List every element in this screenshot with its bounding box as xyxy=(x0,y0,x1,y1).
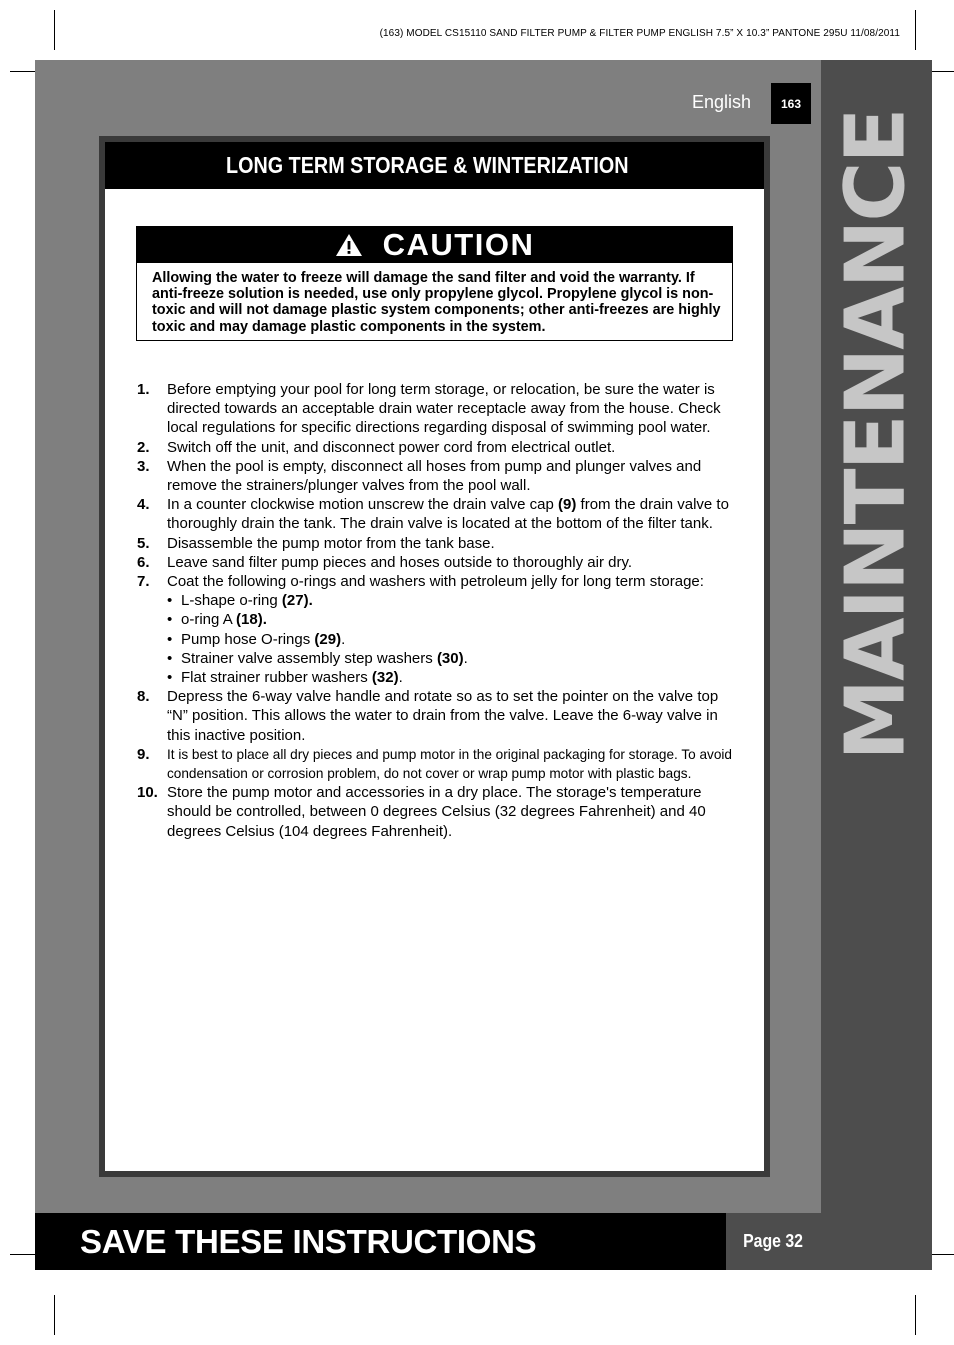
step-number: 5. xyxy=(137,534,150,552)
step-number: 2. xyxy=(137,438,150,456)
sub-list-item: • L-shape o-ring (27). xyxy=(167,592,313,610)
sub-list-item: • Flat strainer rubber washers (32). xyxy=(167,669,403,687)
language-label: English xyxy=(691,92,751,112)
step-text: Store the pump motor and accessories in a dry place. The storage's temperature should be controlled, between 0 degrees Celsius (32 degrees Fahrenheit) and 40 degrees Celsius (104 degrees Fahrenheit). xyxy=(167,784,706,840)
sub-list-item: • o-ring A (18). xyxy=(167,611,267,629)
list-item xyxy=(137,572,737,687)
crop-mark xyxy=(915,10,916,50)
crop-mark xyxy=(54,1295,55,1335)
footer-bar xyxy=(35,1213,726,1270)
part-reference: (29) xyxy=(314,630,342,648)
step-number: 3. xyxy=(137,457,150,475)
crop-mark xyxy=(915,1295,916,1335)
caution-header xyxy=(137,227,732,263)
list-item xyxy=(137,687,737,745)
step-text: Disassemble the pump motor from the tank base. xyxy=(167,534,495,552)
sub-list-item: • Strainer valve assembly step washers (30). xyxy=(167,649,468,667)
list-item xyxy=(137,534,737,553)
part-reference: (32) xyxy=(371,669,399,687)
list-item xyxy=(137,553,737,572)
step-text: Depress the 6-way valve handle and rotate so as to set the pointer on the valve top “N” position. This allows the water to drain from the valve. Leave the 6-way valve in this inactive position. xyxy=(167,688,719,744)
step-text: Leave sand filter pump pieces and hoses outside to thoroughly air dry. xyxy=(167,553,632,571)
step-number: 8. xyxy=(137,688,150,706)
list-item xyxy=(137,783,737,841)
side-title: MAINTENANCE xyxy=(828,109,924,761)
step-text: Coat the following o-rings and washers with petroleum jelly for long term storage: • L-shape o-ring (27). • o-ring A (18). • Pump hose O-rings (29). • Strainer valve assembly step washers (30). • Flat strainer rubber washers (32). xyxy=(167,572,737,687)
list-item xyxy=(137,380,737,438)
warning-triangle-icon xyxy=(335,233,363,257)
caution-text: Allowing the water to freeze will damage the sand filter and void the warranty. If anti-freeze solution is needed, use only propylene glycol. Propylene glycol is non-toxic and will not damage plastic system components; other anti-freezes are highly toxic and may damage plastic components in the system. xyxy=(152,270,721,335)
step-text: It is best to place all dry pieces and pump motor in the original packaging for storage. To avoid condensation or corrosion problem, do not cover or wrap pump motor with plastic bags. xyxy=(167,746,732,782)
caution-box xyxy=(136,226,733,341)
page-number-label: Page 32 xyxy=(743,1231,804,1251)
print-header: (163) MODEL CS15110 SAND FILTER PUMP & FILTER PUMP ENGLISH 7.5” X 10.3” PANTONE 295U 11/08/2011 xyxy=(379,28,900,39)
part-reference: (18). xyxy=(236,611,267,629)
list-item xyxy=(137,495,737,533)
step-number: 6. xyxy=(137,553,150,571)
footer-title: SAVE THESE INSTRUCTIONS xyxy=(80,1222,537,1260)
section-header xyxy=(105,142,764,189)
list-item xyxy=(137,457,737,495)
section-title: LONG TERM STORAGE & WINTERIZATION xyxy=(226,152,629,178)
part-reference: (9) xyxy=(558,496,577,514)
step-text: In a counter clockwise motion unscrew the drain valve cap (9) from the drain valve to thoroughly drain the tank. The drain valve is located at the bottom of the filter tank. xyxy=(167,496,729,533)
part-reference: (27). xyxy=(281,592,313,610)
step-number: 4. xyxy=(137,496,150,514)
part-reference: (30) xyxy=(436,649,464,667)
step-number: 9. xyxy=(137,745,150,763)
content-frame xyxy=(99,136,770,1177)
step-number: 7. xyxy=(137,573,150,591)
page-code-badge: 163 xyxy=(771,83,811,124)
caution-title: CAUTION xyxy=(382,227,535,262)
list-item xyxy=(137,745,737,783)
step-text: Switch off the unit, and disconnect power cord from electrical outlet. xyxy=(167,438,616,456)
step-number: 1. xyxy=(137,381,150,398)
sub-list-item: • Pump hose O-rings (29). xyxy=(167,630,346,648)
step-text: Before emptying your pool for long term storage, or relocation, be sure the water is directed towards an acceptable drain water receptacle away from the house. Check local regulations for specific directions regarding disposal of swimming pool water. xyxy=(167,381,721,437)
page-number xyxy=(726,1213,821,1270)
storage-steps-list xyxy=(137,380,737,841)
crop-mark xyxy=(54,10,55,50)
step-number: 10. xyxy=(137,784,158,802)
list-item xyxy=(137,438,737,457)
step-text: When the pool is empty, disconnect all hoses from pump and plunger valves and remove the strainers/plunger valves from the pool wall. xyxy=(167,457,702,495)
side-band xyxy=(821,60,932,1270)
